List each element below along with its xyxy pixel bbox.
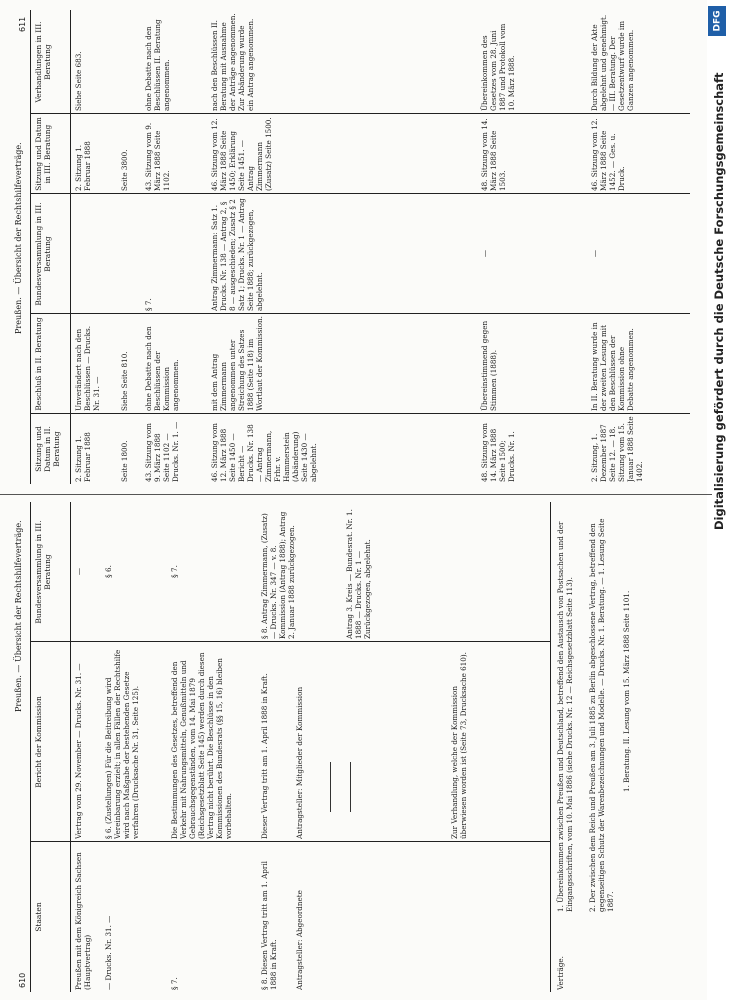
column-divider	[30, 641, 550, 642]
table-cell: 43. Sitzung vom 9. März 1888 Seite 1102 — Drucks. Nr. 1. —	[144, 421, 180, 482]
column-divider	[30, 193, 690, 194]
table-cell: 2. Sitzung 1. Februar 1888	[74, 141, 92, 191]
table-cell: 43. Sitzung vom 9. März 1888 Seite 1102.	[144, 122, 171, 191]
column-divider	[30, 841, 550, 842]
table-cell: In II. Beratung wurde in der zweiten Lesung mit den Beschlüssen der Kommission ohne Debatte angenommen.	[590, 322, 635, 411]
table-cell: Seite 1800.	[120, 440, 129, 482]
column-header-commission: Bericht der Kommission	[34, 696, 43, 788]
footnote-rule	[550, 502, 551, 992]
header-rule	[30, 502, 31, 992]
table-cell: — Drucks. Nr. 31. —	[104, 915, 113, 990]
column-header-federal-3: Bundesversammlung in III. Beratung	[34, 202, 52, 306]
page-fold-divider	[0, 494, 712, 495]
table-cell: Antragsteller: Abgeordnete	[295, 890, 304, 990]
table-cell: 2. Sitzung 1. Februar 1888	[74, 432, 92, 482]
table-cell: 46. Sitzung vom 12. März 1888 Seite 1452. — Ges. u. Druck.	[590, 118, 626, 191]
table-cell: § 8. Diesen Vertrag tritt am 1. April 1888 in Kraft.	[260, 861, 278, 990]
footnote: 2. Der zwischen dem Reich und Preußen am 3. Juli 1885 zu Berlin abgeschlossene Vertrag, betreffend den gegenseitigen Schutz der Warenbezeichnungen und Modelle. — Drucks. Nr. 1. Beratung. — 1. Lesung Seite 1887.	[588, 518, 615, 912]
footnote: 1. Beratung. II. Lesung vom 15. März 1888 Seite 1101.	[622, 590, 631, 792]
table-cell: Durch Bildung der Akte abgelehnt und genehmigt. — III. Beratung. Der Gesetzentwurf wurde im Ganzen angenommen.	[590, 14, 635, 111]
column-header-proceedings-3: Verhandlungen in III. Beratung	[34, 21, 52, 103]
column-divider	[30, 113, 690, 114]
table-cell: Antrag 3. Kreis — Bundesrat. Nr. 1. 1888 — Drucks. Nr. 1 — Zurückgezogen, abgelehnt.	[345, 509, 372, 639]
table-cell: ohne Debatte nach den Beschlüssen II. Beratung angenommen.	[144, 19, 171, 111]
table-cell: 46. Sitzung vom 12. März 1888 Seite 1450 — Bericht — Drucks. Nr. 138 — Antrag Zimmermann, Frhr. v. Hammerstein (Abänderung) Seite 1430 — abgelehnt.	[210, 423, 318, 482]
column-header-rule	[70, 502, 71, 992]
lower-page	[10, 502, 700, 992]
column-header-federal-3: Bundesversammlung in III. Beratung	[34, 520, 52, 624]
separator-line	[350, 762, 351, 812]
column-divider	[30, 413, 690, 414]
footnotes-label: Verträge.	[556, 956, 565, 990]
table-cell: 2. Sitzung, 1. Dezember 1887 Seite 12. — 18. Sitzung vom 15. Januar 1888 Seite 1402.	[590, 416, 644, 482]
table-cell: § 6. (Zustellungen) Für die Beitreibung wird Vereinbarung erzielt; in allen Fällen der Rechtshilfe wird nach Maßgabe der bestehenden Gesetze verfahren (Drucksache Nr. 31, Seite 125).	[104, 649, 140, 839]
dfg-credit-text: Digitalisierung gefördert durch die Deutsche Forschungsgemeinschaft	[712, 72, 726, 530]
table-cell: § 7.	[144, 298, 153, 311]
running-head: Preußen. — Übersicht der Rechtshilfeverträge.	[14, 142, 23, 334]
table-cell: § 7.	[170, 565, 179, 578]
column-header-states: Staaten	[34, 902, 43, 932]
table-cell: Vertrag vom 29. November — Drucks. Nr. 31. —	[74, 663, 83, 839]
table-cell: mit dem Antrag Zimmermann angenommen unter Streichung des Satzes 1888 (Seite 118) im Wortlaut der Kommission.	[210, 316, 264, 411]
table-cell: Übereinstimmend gegen Stimmen (1888).	[480, 320, 498, 411]
table-cell: 48. Sitzung vom 14. März 1888 Seite 1503.	[480, 118, 507, 191]
running-head: Preußen. — Übersicht der Rechtshilfeverträge.	[14, 520, 23, 712]
table-cell: § 8. Antrag Zimmermann, (Zusatz) — Drucks. Nr. 347 — v. 8. Kommission (Antrag 1888); Antrag 2. Januar 1888 zurückgezogen.	[260, 511, 296, 639]
table-cell: ohne Debatte nach den Beschlüssen der Kommission angenommen.	[144, 326, 180, 411]
table-cell: Siehe Seite 683.	[74, 51, 83, 111]
table-cell: —	[74, 567, 83, 576]
table-cell: Übereinkommen des Gesetzes vom 28. Juni 1887 und Protokoll vom 10. März 1888.	[480, 23, 516, 111]
table-cell: Antragsteller: Mitglieder der Kommission	[295, 686, 304, 839]
column-divider	[30, 313, 690, 314]
table-cell: Antrag Zimmermann: Satz 1. Drucks. Nr. 138 — Antrag 2, § 8 — ausgeschieden; Zusatz § 2 Satz 1; Drucks. Nr. 1 — Antrag Seite 1888; zurückgezogen, abgelehnt.	[210, 198, 264, 311]
table-cell: Dieser Vertrag tritt am 1. April 1888 in Kraft.	[260, 673, 269, 839]
page-number: 610	[18, 972, 27, 988]
upper-page	[10, 10, 700, 484]
table-cell: Unverändert nach den Beschlüssen — Drucks. Nr. 31. —	[74, 325, 101, 411]
column-header-resolution-2: Beschluß in II. Beratung	[34, 317, 43, 411]
table-cell: Die Bestimmungen des Gesetzes, betreffend den Verkehr mit Nahrungsmitteln, Genußmitteln und Gebrauchsgegenständen, vom 14. Mai 1879 (Reichsgesetzblatt Seite 145) werden durch diesen Vertrag nicht berührt. Die Beschlüsse in den Kommissionen des Bundesrats (§§ 15, 16) bleiben vorbehalten.	[170, 652, 233, 839]
table-cell: —	[480, 249, 489, 258]
table-cell: § 7.	[170, 977, 179, 990]
table-cell: 46. Sitzung vom 12. März 1888 Seite 1450; Erklärung Seite 1451. — Antrag Zimmermann (Zusatz) Seite 1500.	[210, 117, 273, 191]
table-cell: —	[590, 249, 599, 258]
footnote: 1. Übereinkommen zwischen Preußen und Deutschland, betreffend den Austausch von Postsachen und der Eingangsschriften, vom 10. Mai 1886 (siehe Drucks. Nr. 12 — Reichsgesetzblatt Seite 113).	[556, 521, 574, 912]
table-cell: Zur Verhandlung, welche der Kommission überwiesen worden ist (Seite 73, Drucksache 610).	[450, 652, 468, 839]
page-number: 611	[18, 16, 27, 32]
column-header-session-2: Sitzung und Datum in II. Beratung	[34, 426, 61, 472]
table-cell: 48. Sitzung vom 14. März 1888 Seite 1500; Drucks. Nr. 1.	[480, 423, 516, 482]
table-cell: nach den Beschlüssen II. Beratung mit Ausnahme der Anträge angenommen. Zur Abänderung wurde ein Antrag angenommen.	[210, 13, 255, 111]
separator-line	[330, 762, 331, 812]
table-cell: Siehe Seite 810.	[120, 351, 129, 411]
dfg-logo: DFG	[708, 6, 726, 36]
table-cell: § 6.	[104, 565, 113, 578]
column-header-session-3: Sitzung und Datum in III. Beratung	[34, 117, 52, 191]
table-cell: Seite 3800.	[120, 149, 129, 191]
table-cell: Preußen mit dem Königreich Sachsen (Hauptvertrag)	[74, 852, 92, 990]
